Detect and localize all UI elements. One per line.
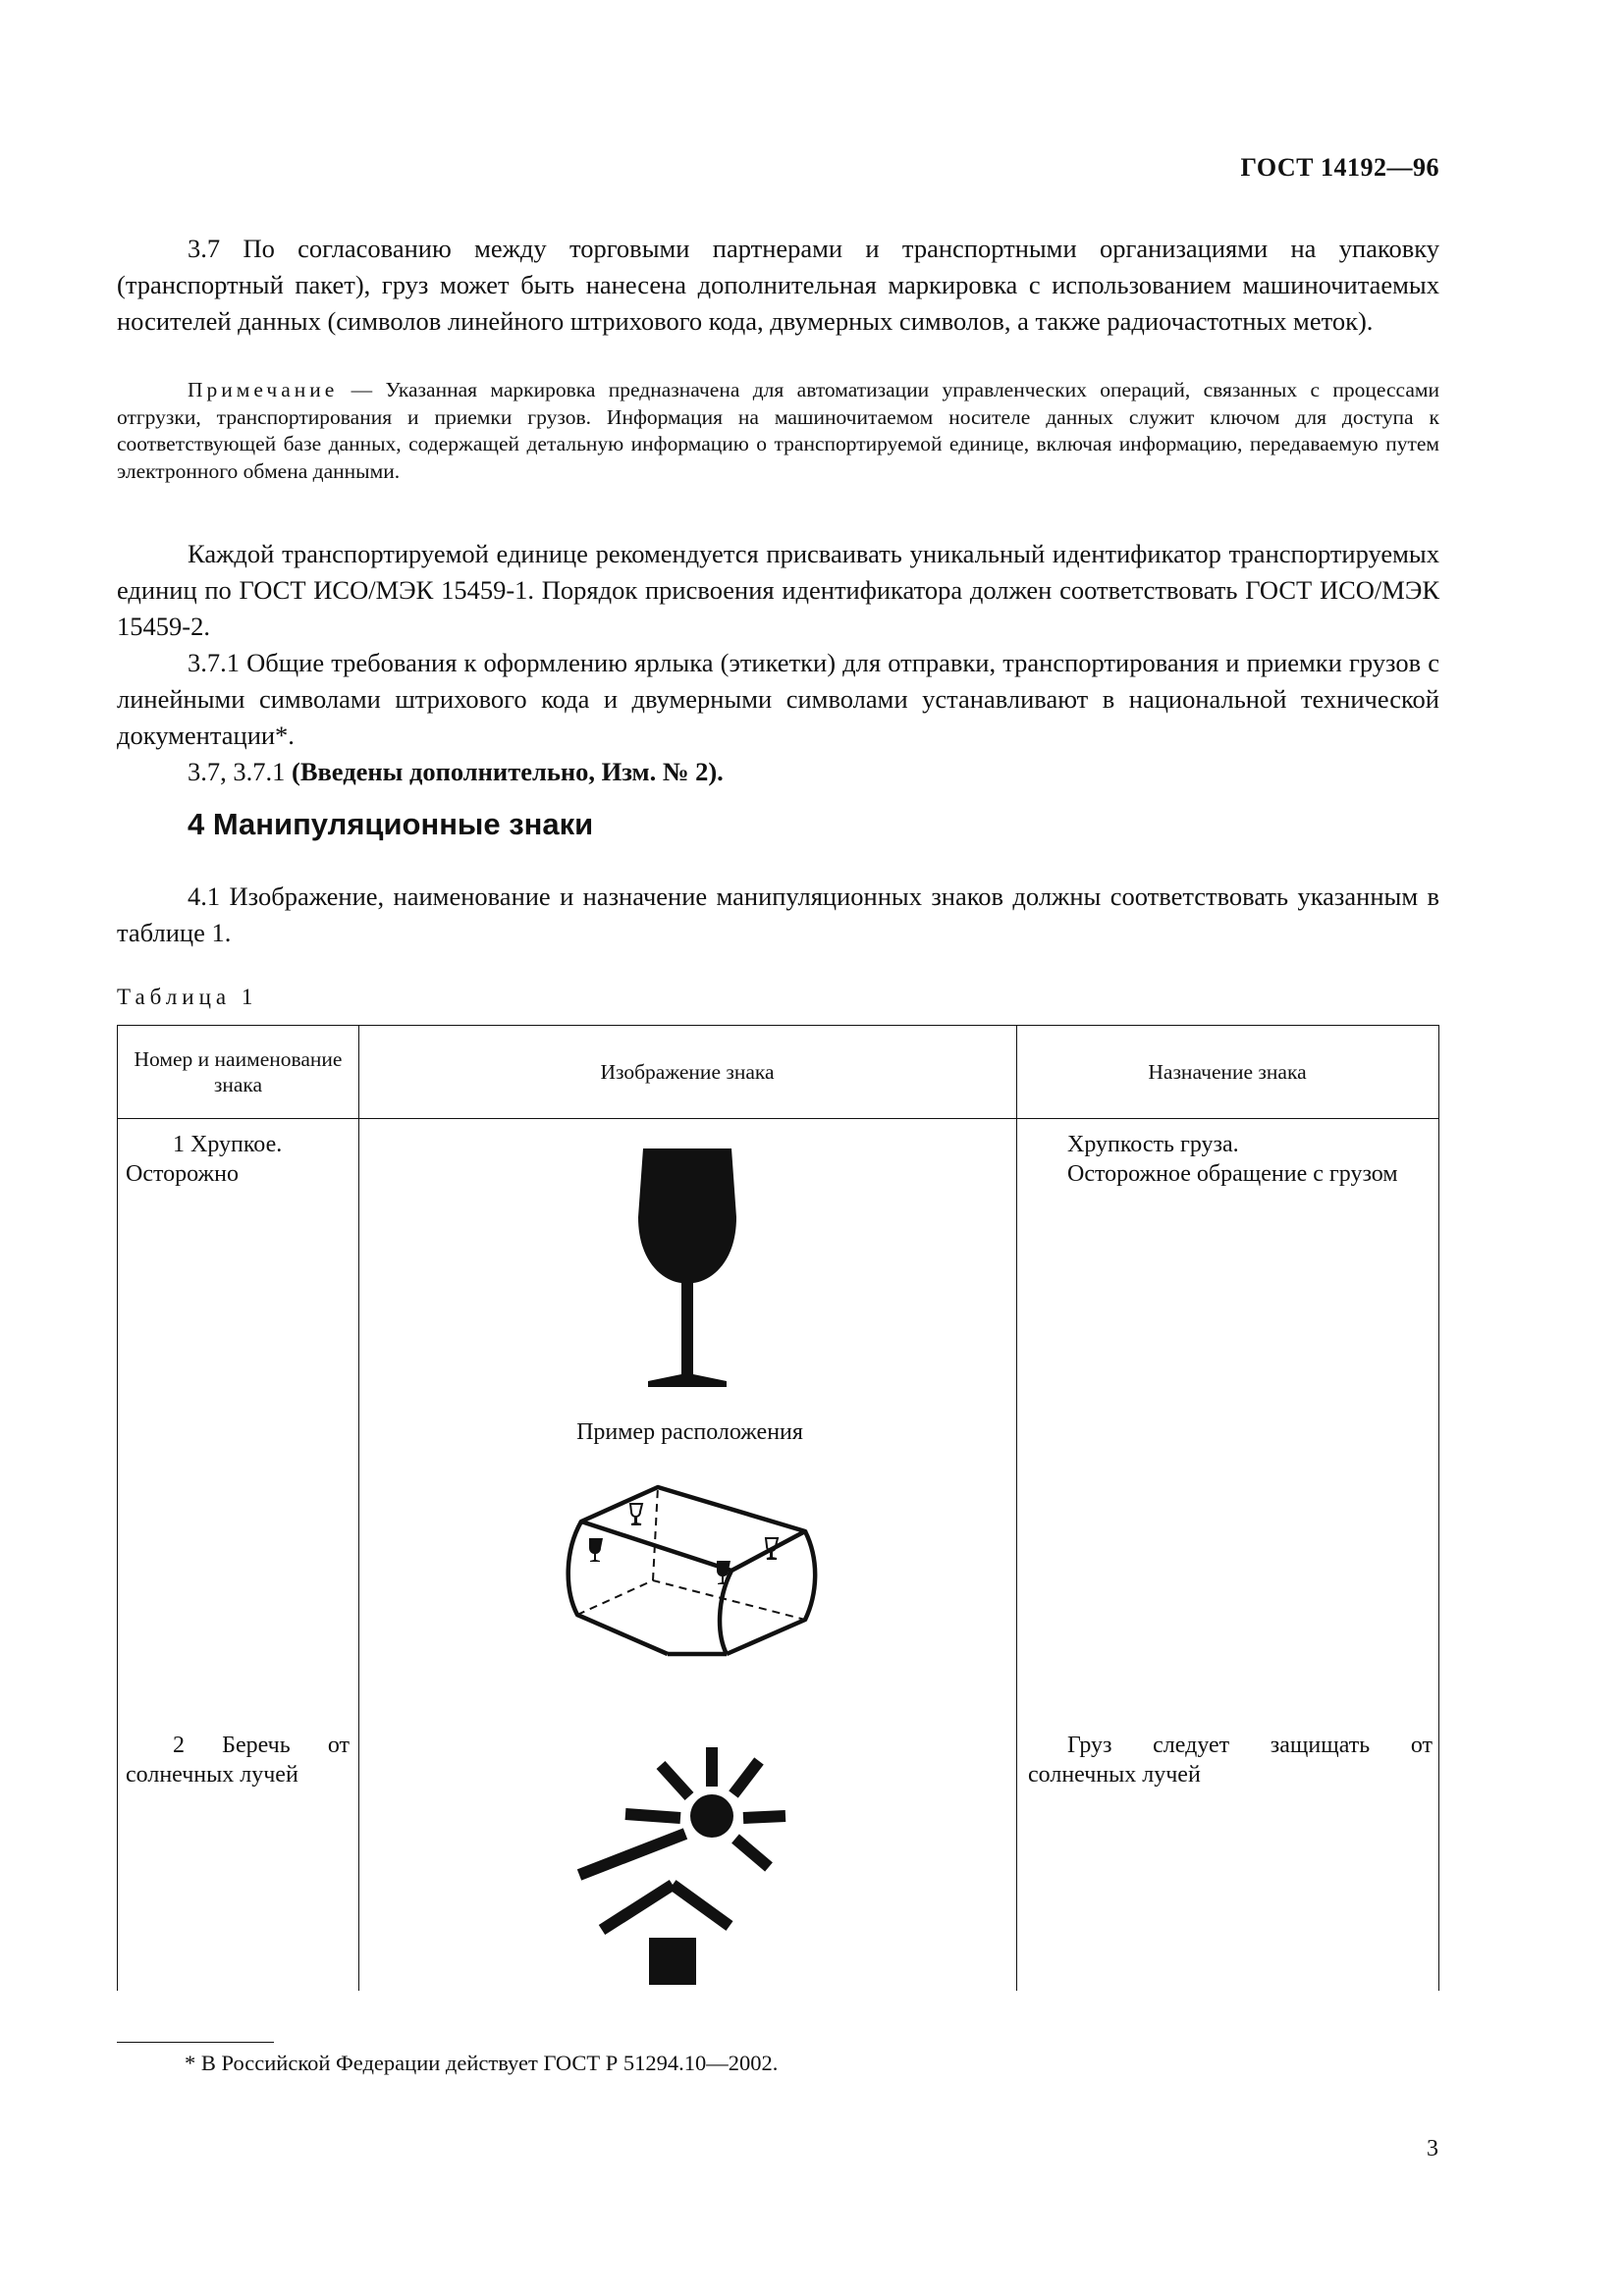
table-header-name: Номер и наименование знака [134, 1047, 343, 1096]
paragraph-3-7-1-text: 3.7.1 Общие требования к оформлению ярлыка (этикетки) для отправки, транспортирования и приемки грузов с линейными символами штрихового кода и двумерными символами устанавливают в национальной технической документации*. [117, 648, 1439, 750]
section-title: 4 Манипуляционные знаки [188, 807, 594, 841]
row1-purpose-line1: Хрупкость груза. [1067, 1132, 1239, 1157]
note-text: — Указанная маркировка предназначена для автоматизации управленческих операций, связанных с процессами отгрузки, транспортирования и приемки грузов. Информация на машиночитаемом носителе данных служит ключом для доступа к соответствующей базе данных, содержащей детальную информацию о транспортируемой единице, включая информацию, передаваемую путем электронного обмена данными. [117, 378, 1439, 483]
paragraph-identifier [117, 536, 1439, 790]
row1-purpose [1028, 1130, 1433, 1189]
row2-purpose [1028, 1731, 1433, 1789]
row2-name-line2: солнечных лучей [126, 1762, 298, 1788]
table-header-purpose: Назначение знака [1148, 1060, 1307, 1084]
table-header-divider [118, 1118, 1438, 1119]
row1-purpose-line2: Осторожное обращение с грузом [1067, 1161, 1398, 1187]
footnote-separator [117, 2042, 274, 2043]
amendment-note: (Введены дополнительно, Изм. № 2). [292, 757, 724, 786]
table-caption: Таблица 1 [117, 985, 258, 1009]
row1-name [126, 1130, 350, 1189]
paragraph-4-1 [117, 879, 1439, 951]
row1-name-line1: 1 Хрупкое. [173, 1132, 283, 1157]
row2-name-line1: 2 Беречь от [173, 1733, 350, 1758]
paragraph-3-7 [117, 231, 1439, 340]
fragile-box-example-icon [560, 1477, 815, 1654]
note-block [117, 377, 1439, 485]
paragraph-3-7-text: 3.7 По согласованию между торговыми партнерами и транспортными организациями на упаковку (транспортный пакет), груз может быть нанесена дополнительная маркировка с использованием машиночитаемых носителей данных (символов линейного штрихового кода, двумерных символов, а также радиочастотных меток). [117, 234, 1439, 336]
row2-name [126, 1731, 350, 1789]
amendment-ref: 3.7, 3.7.1 [188, 757, 292, 786]
row2-purpose-line1: Груз следует защищать от солнечных лучей [1028, 1733, 1433, 1788]
example-layout-label: Пример расположения [576, 1419, 803, 1445]
paragraph-4-1-text: 4.1 Изображение, наименование и назначение манипуляционных знаков должны соответствовать указанным в таблице 1. [117, 881, 1439, 947]
paragraph-identifier-text: Каждой транспортируемой единице рекомендуется присваивать уникальный идентификатор транспортируемых единиц по ГОСТ ИСО/МЭК 15459-1. Порядок присвоения идентификатора должен соответствовать ГОСТ ИСО/МЭК 15459-2. [117, 539, 1439, 641]
note-label: Примечание [188, 378, 339, 401]
table-header-image: Изображение знака [600, 1060, 775, 1084]
table-column-divider-2 [1016, 1026, 1017, 1991]
fragile-glass-icon [628, 1148, 746, 1394]
row1-name-line2: Осторожно [126, 1161, 239, 1187]
page-number: 3 [1427, 2136, 1438, 2162]
document-code: ГОСТ 14192—96 [1240, 153, 1439, 182]
footnote: * В Российской Федерации действует ГОСТ Р 51294.10—2002. [185, 2051, 779, 2075]
sun-protection-icon [574, 1747, 820, 1993]
amendment-line [117, 754, 1439, 790]
table-column-divider-1 [358, 1026, 359, 1991]
